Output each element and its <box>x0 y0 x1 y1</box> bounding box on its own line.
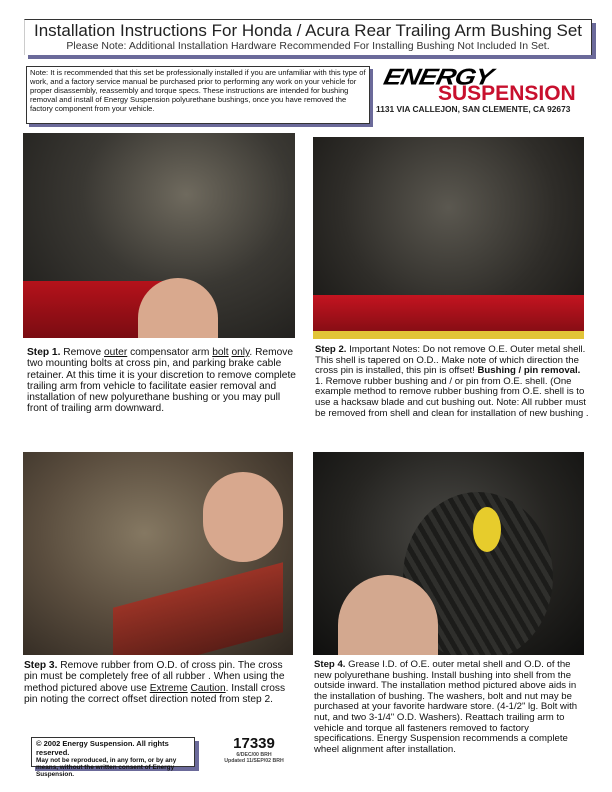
step1-photo <box>23 133 295 338</box>
emphasis: Extreme <box>149 682 188 694</box>
part-number-block <box>222 736 286 764</box>
step-label: Step 3. <box>24 660 58 671</box>
copyright-box <box>31 737 195 778</box>
part-number: 17339 <box>233 735 275 752</box>
page-subtitle: Please Note: Additional Installation Hardware Recommended For Installing Bushing Not Included In Set. <box>66 40 550 52</box>
step4-photo <box>313 452 584 655</box>
step-label: Step 4. <box>314 659 346 670</box>
professional-install-note: Note: It is recommended that this set be professionally installed if you are unfamiliar with this type of work, and a factory service manual be purchased prior to performing any work on your vehicle for proper disassembly, reassembly and torque specs. These instructions are intended for bushing removal and install of Energy Suspension polyurethane bushings, once you have removed the factory component from your vehicle. <box>26 66 370 124</box>
emphasis: Bushing / pin removal. <box>477 365 581 377</box>
title-box <box>24 19 592 55</box>
text: Remove rubber from O.D. of cross pin. The cross pin must be completely free of all rubber . When using the method pictured above use <box>24 660 285 694</box>
step-2-text <box>315 345 590 419</box>
page-title: Installation Instructions For Honda / Acura Rear Trailing Arm Bushing Set <box>33 21 583 40</box>
text: . Install cross pin noting the correct offset direction noted from step 2. <box>24 682 286 705</box>
emphasis: bolt <box>212 347 229 358</box>
step2-photo <box>313 137 584 339</box>
company-address: 1131 VIA CALLEJON, SAN CLEMENTE, CA 92673 <box>376 104 571 114</box>
updated-date: Updated 11/SEP/02 BRH <box>224 758 284 764</box>
copyright-notice: May not be reproduced, in any form, or by any means, without the written consent of Energy Suspension. <box>36 757 177 778</box>
text: Important Notes: Do not remove O.E. Outer metal shell. This shell is tapered on O.D.. Make note of which direction the cross pin is installed, this pin is offset! <box>315 344 586 377</box>
text: 1. Remove rubber bushing and / or pin from O.E. shell. (One example method to remove rubber bushing from O.E. shell is to use a hacksaw blade and cut bushing out. Note: All rubber must be removed from shell and clean for installation of new bushing . <box>315 375 589 419</box>
step-4-text <box>314 660 590 755</box>
step3-photo <box>23 452 293 655</box>
step-label: Step 2. <box>315 344 347 355</box>
text: Remove <box>60 347 105 358</box>
step-label: Step 1. <box>27 347 61 358</box>
text: . Remove two mounting bolts at cross pin, and parking brake cable retainer. At this time it is your discretion to remove complete trailing arm from vehicle to facilitate easier removal and installation of new polyurethane bushing or you may pull front of trailing arm downward. <box>27 347 296 415</box>
logo-energy: ENERGY <box>381 64 495 90</box>
step-3-text <box>24 660 294 705</box>
emphasis: outer <box>104 347 128 358</box>
created-date: 6/DEC/00 BRH <box>236 752 272 758</box>
logo-suspension: SUSPENSION <box>438 82 576 105</box>
text: compensator arm <box>127 347 213 358</box>
text: Grease I.D. of O.E. outer metal shell and O.D. of the new polyurethane bushing. Install bushing into shell from the outside inward. The installation method pictured above aids in the installation of bushing. The washers, bolt and nut may be purchased at your favorite hardware store. (4-1/2" lg. Bolt with nut, and two 3-1/4" O.D. Washers). Reattach trailing arm to vehicle and torque all fasteners removed to factory specifications. Energy Suspension recommends a complete wheel alignment after installation. <box>314 659 578 755</box>
energy-suspension-logo <box>380 64 595 104</box>
emphasis: Caution <box>190 682 226 694</box>
copyright-line: © 2002 Energy Suspension. All rights reserved. <box>36 739 169 757</box>
emphasis: only <box>231 347 250 358</box>
step-1-text <box>27 347 299 415</box>
